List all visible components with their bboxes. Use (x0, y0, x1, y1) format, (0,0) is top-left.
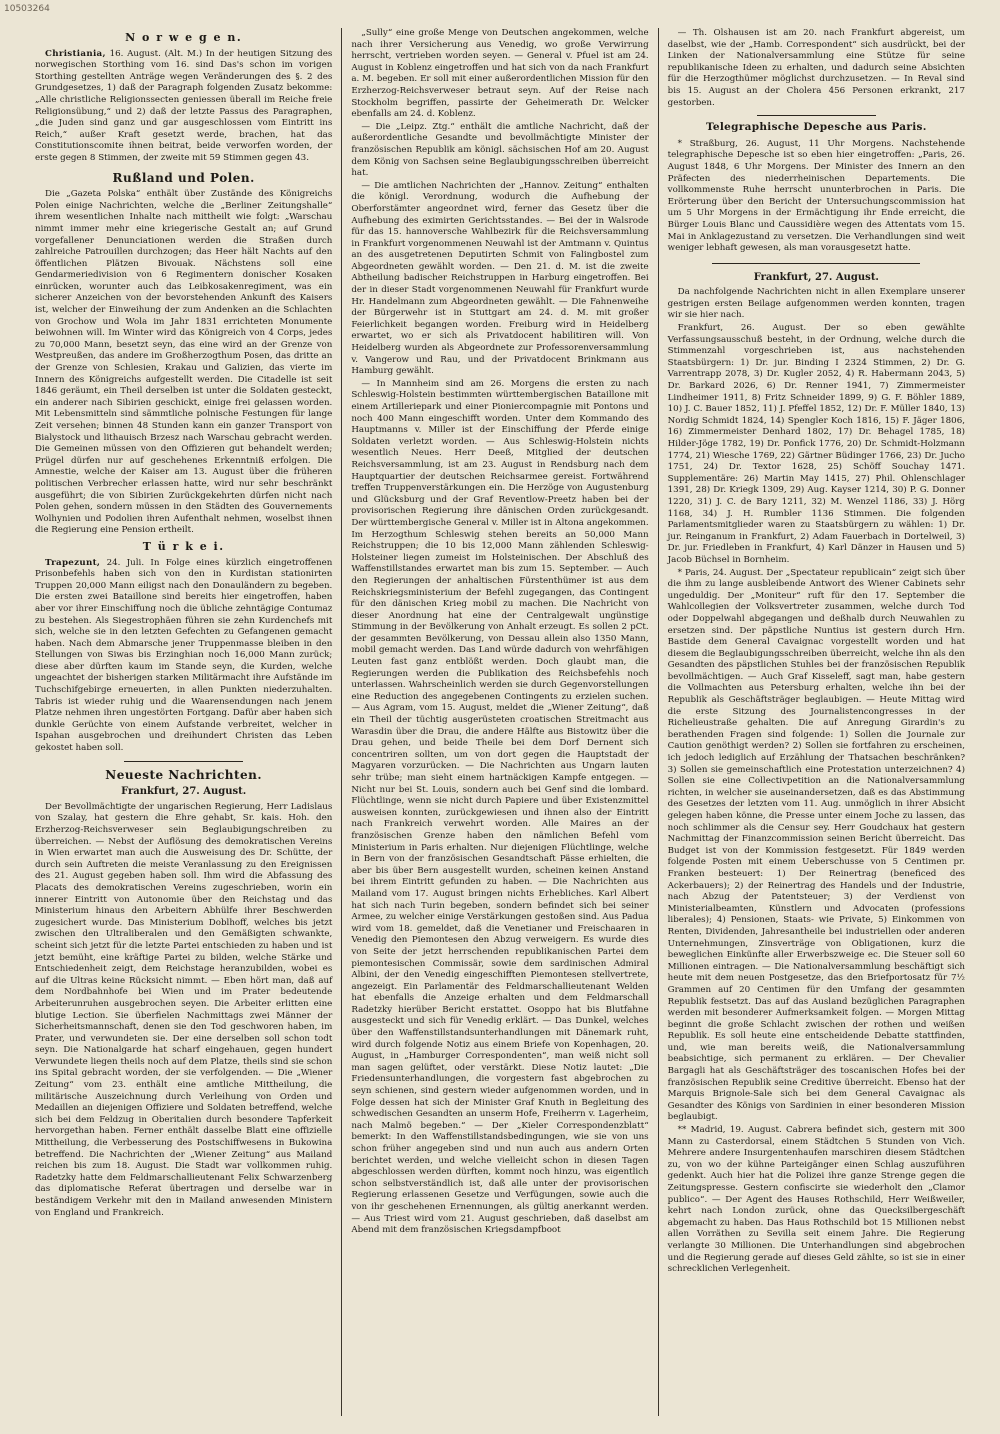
article-madrid: ** Madrid, 19. August. Cabrera befindet sich, gestern mit 300 Mann zu Casterdorsal, einem Städtchen 5 Stunden von Vich. Mehrere andere Insurgentenhaufen marschiren diesem Städtchen zu, von wo der kühne Parteigänger einen Schlag auszuführen gedenkt. Auch hier hat die Polizei ihre ganze Strenge gegen die Zeitungspresse. Gestern confiscirte sie wiederholt den „Clamor publico“. — Der Agent des Hauses Rothschild, Herr Weißweiler, kehrt nach London zurück, ohne das Quecksilbergeschäft abgemacht zu haben. Das Haus Rothschild bot 15 Millionen nebst allen Vorräthen zu Sevilla seit einem Jahre. Die Regierung verlangte 30 Millionen. Die Unterhandlungen sind abgebrochen und die Regierung gerade auf dieses Geld zählte, so ist sie in einer schrecklichen Verlegenheit. (667, 1125, 965, 1275)
subheading-frankfurt: Frankfurt, 27. August. (121, 786, 247, 798)
dateline-place: Christiania, (45, 48, 106, 59)
column-2 (341, 28, 657, 1416)
article-tuerkei (35, 558, 332, 755)
article-col2-3: — Die amtlichen Nachrichten der „Hannov. Zeitung“ enthalten die königl. Verordnung, wodurch die Aufhebung der Oberforstämter angeordnet wird, ferner das Gesetz über die Aufhebung des eximirten Gerichtsstandes. — Bei der in Walsrode für das 15. hannoversche Wahlbezirk für die Reichsversammlung in Frankfurt vorgenommenen Neuwahl ist der Amtmann v. Quintus an des ausgetretenen Deputirten Schmit von Falingbostel zum Abgeordneten gewählt worden. — Den 21. d. M. ist die zweite Abtheilung badischer Reichstruppen in Harburg eingetroffen. Bei der in dieser Stadt vorgenommenen Neuwahl für Frankfurt wurde Hr. Handelmann zum Abgeordneten gewählt. — Die Fahnenweihe der Bürgerwehr ist in Stuttgart am 24. d. M. mit großer Feierlichkeit begangen worden. Freiburg wird in Heidelberg erwartet, wo er sich als Privatdocent habilitiren will. Von Heidelberg wurden als Abgeordnete zur Professorenversammlung v. Vangerow und Rau, und der Privatdocent Brinkmann aus Hamburg gewählt. (351, 180, 649, 377)
divider (757, 115, 876, 116)
divider (712, 263, 920, 264)
columns (26, 28, 974, 1416)
article-text: In der heutigen Sitzung des norwegischen Storthing vom 16. sind Das's schon im vorigen Storthing gestellten Anträge wegen Veränderungen des §. 2 des Grundgesetzes, 1) daß der Paragraph folgenden Zusatz bekomme: „Alle christliche Religionssecten geniessen überall im Reiche freie Religionsübung,“ und 2) daß der letzte Passus des Paragraphen, „die Juden sind ganz und gar ausgeschlossen vom Eintritt ins Reich,“ außer Kraft gesetzt werde, brachen, hat das Constitutionscomite ihnen beitrat, beide verworfen worden, der erste gegen 8 Stimmen, der zweite mit 59 Stimmen gegen 43. (35, 48, 333, 163)
article-col2-4: — In Mannheim sind am 26. Morgens die ersten zu nach Schleswig-Holstein bestimmten württembergischen Bataillone mit einem Artilleriepark und einer Pioniercompagnie mit Pontons und noch 400 Mann eingeschifft worden. Unter dem Kommando des Hauptmanns v. Miller ist der Einschiffung der Pferde einige Soldaten verletzt worden. — Aus Schleswig-Holstein nichts wesentlich Neues. Herr Deeß, Mitglied der deutschen Reichsversammlung, ist am 23. August in Rendsburg nach dem Hauptquartier der deutschen Reichsarmee gereist. Fortwährend treffen Truppenverstärkungen ein. Die Herzöge von Augustenburg und Glücksburg und der Graf Reventlow-Preetz haben bei der provisorischen Regierung ihre dänischen Orden zurückgesandt. Der württembergische General v. Miller ist in Altona angekommen. Im Herzogthum Schleswig stehen bereits an 50,000 Mann Reichstruppen; die 10 bis 12,000 Mann zählenden Schleswig-Holsteiner liegen zumeist im Holsteinischen. Der Abschluß des Waffenstillstandes erwartet man bis zum 15. September. — Auch den Regierungen der anhaltischen Fürstenthümer ist aus dem Reichskriegsministerium der Befehl zugegangen, das Contingent für den dänischen Krieg mobil zu machen. Die Nachricht von dieser Anordnung hat eine der Centralgewalt ungünstige Stimmung in der Bevölkerung von Anhalt erzeugt. Es sollen 2 pCt. der gesammten Bevölkerung, von Dessau allein also 1350 Mann, mobil gemacht werden. Das Land würde dadurch von wehrfähigen Leuten fast ganz entblößt werden. Doch glaubt man, die Regierungen werden die Publikation des Reichsbefehls noch unterlassen. Wahrscheinlich werden sie durch Gegenvorstellungen eine Reduction des angegebenen Contingents zu erzielen suchen. — Aus Agram, vom 15. August, meldet die „Wiener Zeitung“, daß ein Theil der tüchtig ausgerüsteten croatischen Streitmacht aus Warasdin über die Drau, die andere Hälfte aus Bistowitz über die Drau gehen, und beide Theile bei dem Dorf Dernent sich concentriren sollten, um von dort gegen die Hauptstadt der Magyaren vorzurücken. — Die Nachrichten aus Ungarn lauten sehr trübe; man sieht einem hartnäckigen Kampfe entgegen. — Nicht nur bei St. Louis, sondern auch bei Genf sind die lombard. Flüchtlinge, wenn sie nicht durch Papiere und über Existenzmittel ausweisen konnten, zurückgewiesen und ihnen also der Eintritt nach Frankreich verwehrt worden. Alle Maires an der französischen Grenze haben den nämlichen Befehl vom Ministerium in Paris erhalten. Nur diejenigen Flüchtlinge, welche in Bern von der französischen Gesandtschaft Pässe erhielten, die aber bis über Bern ausgestellt wurden, scheinen keinen Anstand bei ihrem Eintritt gefunden zu haben. — Die Nachrichten aus Mailand vom 17. August bringen nichts Erhebliches. Karl Albert hat sich nach Turin begeben, sondern befindet sich bei seiner Armee, zu welcher einige Verstärkungen gestoßen sind. Aus Padua wird vom 18. gemeldet, daß die Venetianer und Freischaaren in Venedig den Piemontesen den Abzug verweigern. Es wurde dies von Seite der jetzt herrschenden republikanischen Partei dem piemontesischen Commissär, sowie dem sardinischen Admiral Albini, der den Venedig eingeschifften Piemontesen stellvertrete, angezeigt. Ein Parlamentär des Feldmarschallieutenant Welden hat ebenfalls die Anzeige erhalten und dem Feldmarschall Radetzky hierüber Bericht erstattet. Osoppo hat bis Blutfahne ausgesteckt und sich für Venedig erklärt. — Das Dunkel, welches über den Waffenstillstandsunterhandlungen mit Dänemark ruht, wird durch folgende Notiz aus einem Briefe von Kopenhagen, 20. August, in „Hamburger Correspondenten“, man weiß nicht soll man sagen gelüftet, oder verstärkt. Diese Notiz lautet: „Die Friedensunterhandlungen, die vorgestern fast abgebrochen zu seyn schienen, sind gestern wieder aufgenommen worden, und in Folge dessen hat sich der Minister Graf Knuth in Begleitung des schwedischen Gesandten an unserm Hofe, Freiherrn v. Lagerheim, nach Malmö begeben.“ — Der „Kieler Correspondenzblatt“ bemerkt: In den Waffenstillstandsbedingungen, wie sie von uns schon früher angegeben sind und nun auch aus andern Orten berichtet werden, und welche vielleicht schon in diesen Tagen abgeschlossen werden dürften, kommt noch hinzu, was eigentlich schon selbstverständlich ist, daß alle unter der provisorischen Regierung erlassenen Gesetze und Verfügungen, sowie auch die von ihr geschehenen Ernennungen, als gültig anerkannt werden. — Aus Triest wird vom 21. August geschrieben, daß daselbst am Abend mit dem französischen Kriegsdampfboot (351, 378, 649, 1236)
article-telegraph: * Straßburg, 26. August, 11 Uhr Morgens. Nachstehende telegraphische Depesche ist so eben hier eingetroffen: „Paris, 26. August 1848, 6 Uhr Morgens. Der Minister des Innern an den Präfecten des niederrheinischen Departements. Die vollkommenste Ruhe herrscht ununterbrochen in Paris. Die Erörterung über den Bericht der Untersuchungscommission hat um 5 Uhr Morgens in der Ermächtigung ihr Ende erreicht, die Bürger Louis Blanc und Caussidière wegen des Attentats vom 15. Mai in Anklagezustand zu versetzen. Die Verhandlungen sind weit weniger lebhaft gewesen, als man vorausgesetzt hatte. (667, 138, 965, 254)
article-col2-1: „Sully“ eine große Menge von Deutschen angekommen, welche nach ihrer Versicherung aus Venedig, wo große Verwirrung herrscht, vertrieben worden seyen. — General v. Pfuel ist am 24. August in Koblenz eingetroffen und hat sich von da nach Frankfurt a. M. begeben. Er soll mit einer außerordentlichen Mission für den Erzherzog-Reichsverweser betraut seyn. Auf der Reise nach Stockholm begriffen, passirte der Geheimerath Dr. Welcker ebenfalls am 24. d. Koblenz. (351, 28, 649, 120)
page-id: 10503264 (4, 4, 50, 14)
section-heading-tuerkei: T ü r k e i. (142, 539, 225, 553)
article-norwegen (35, 49, 332, 165)
divider (124, 761, 243, 762)
article-paris: * Paris, 24. August. Der „Spectateur republicain“ zeigt sich über die ihm zu lange ausbleibende Antwort des Wiener Cabinets sehr ungeduldig. Der „Moniteur“ ruft für den 17. September die Wahlcollegien der Volksvertreter zusammen, welche durch Tod oder Doppelwahl abgegangen und deßhalb durch Neuwahlen zu ersetzen sind. Der päpstliche Nuntius ist gestern durch Hrn. Bastide dem General Cavaignac vorgestellt worden und hat diesem die Beglaubigungsschreiben überreicht, welche ihn als den Gesandten des päpstlichen Stuhles bei der französischen Republik bevollmächtigen. — Auch Graf Kisseleff, sagt man, habe gestern die Vollmachten aus Petersburg erhalten, welche ihn bei der Republik als Geschäftsträger beglaubigen. — Heute Mittag wird die erste Sitzung des Journalistencongresses in der Richelieustraße gehalten. Die auf Anregung Girardin's zu berathenden Fragen sind folgende: 1) Sollen die Journale zur Caution genöthigt werden? 2) Sollen sie fortfahren zu erscheinen, ich jedoch lediglich auf Erzählung der Thatsachen beschränken? 3) Sollen sie gemeinschaftlich eine Protestation unterzeichnen? 4) Sollen sie eine Collectivpetition an die Nationalversammlung richten, in welcher sie auseinandersetzen, daß es das Abstimmung des Gesetzes der letzten vom 11. Aug. unmöglich in ihrer Absicht gelegen haben könne, die Presse unter einem Joche zu lassen, das noch schlimmer als die Censur sey. Herr Goudchaux hat gestern Nachmittag der Finanzcommission seinen Bericht überreicht. Das Budget ist von der Kommission festgesetzt. Für 1849 werden folgende Posten mit einem Ueberschusse von 5 Centimen pr. Franken besteuert: 1) Der Reinertrag (beneficed des Ackerbauers); 2) der Reinertrag des Handels und der Industrie, nach Abzug der Patentsteuer; 3) der Verdienst von Ministerialbeamten, Künstlern und Advocaten (professions liberales); 4) Pensionen, Staats- wie Private, 5) Einkommen von Renten, Dividenden, Jahresantheile bei industriellen oder anderen Unternehmungen, Zinsverträge von Obligationen, kurz die beweglichen Einkünfte aller Erwerbszweige ec. Die Steuer soll 60 Millionen eintragen. — Die Nationalversammlung beschäftigt sich heute mit dem neuen Postgesetze, das den Briefportosatz für 7½ Grammen auf 20 Centimen für den Umfang der gesammten Republik festsetzt. Das auf das Ausland bezüglichen Paragraphen werden mit besonderer Aufmerksamkeit folgen. — Morgen Mittag beginnt die große Schlacht zwischen der rothen und weißen Republik. Es soll heute eine entscheidende Debatte stattfinden, und, wie man bereits weiß, die Nationalversammlung beabsichtige, sich permanent zu erklären. — Der Chevalier Bargagli hat als Geschäftsträger des toscanischen Hofes bei der französischen Republik seine Creditive überreicht. Ebenso hat der Marquis Brignole-Sale sich bei dem General Cavaignac als Gesandter des Königs von Sardinien in einer besonderen Mission beglaubigt. (667, 567, 965, 1123)
column-3 (658, 28, 974, 1416)
article-text: In Folge eines kürzlich eingetroffenen Prisonbefehls haben sich von den in Kurdistan stationirten Truppen 20,000 Mann eiligst nach den Donauländern zu begeben. Die ersten zwei Bataillone sind bereits hier eingetroffen, haben aber vor ihrer Einschiffung noch die übliche zehntägige Contumaz zu bestehen. Als Siegestrophäen führen sie zehn Kurdenchefs mit sich, welche sie in den letzten Gefechten zu Gefangenen gemacht haben. Nach dem Abmarsche jener Truppenmasse bleiben in den Stellungen von Siwas bis Erzinghian noch 16,000 Mann zurück; diese aber dürften kaum im Stande seyn, die Kurden, welche ungeachtet der bisherigen starken Militärmacht ihre Aufstände im Tuchschifgebirge erneuerten, in allen Punkten niederzuhalten. Tabris ist wieder ruhig und die Waarensendungen nach jenem Platze nehmen ihren ungestörten Fortgang. Dafür aber haben sich dunkle Gerüchte von einem Aufstande verbreitet, welcher in Ispahan ausgebrochen und dreihundert Christen das Leben gekostet haben soll. (35, 557, 333, 754)
subheading-frankfurt: Frankfurt, 27. August. (753, 271, 879, 283)
section-heading-neueste: Neueste Nachrichten. (105, 767, 263, 782)
article-col2-2: — Die „Leipz. Ztg.“ enthält die amtliche Nachricht, daß der außerordentliche Gesandte und bevollmächtigte Minister der französischen Republik am königl. sächsischen Hof am 20. August dem König von Sachsen seine Beglaubigungsschreiben überreicht hat. (351, 121, 649, 179)
article-frankfurt: Frankfurt, 26. August. Der so eben gewählte Verfassungsausschuß besteht, in der Ordnung, welche durch die Stimmenzahl vorgeschrieben ist, aus nachstehenden Staatsbürgern: 1) Dr. jur. Binding I 2324 Stimmen, 2) Dr. G. Varrentrapp 2078, 3) Dr. Kugler 2052, 4) R. Habermann 2043, 5) Dr. Barkard 2026, 6) Dr. Renner 1941, 7) Zimmermeister Lindheimer 1911, 8) Fritz Schneider 1899, 9) G. F. Böhler 1889, 10) J. C. Bauer 1852, 11) J. Pfeffel 1852, 12) Dr. F. Müller 1840, 13) Nordig Schmidt 1824, 14) Spengler Koch 1816, 15) F. Jäger 1806, 16) Zimmermeister Denhard 1802, 17) Dr. Behagel 1785, 18) Hilder-Jöge 1782, 19) Dr. Ponfick 1776, 20) Dr. Schmidt-Holzmann 1774, 21) Wiesche 1769, 22) Gärtner Büdinger 1766, 23) Dr. Jucho 1751, 24) Dr. Textor 1628, 25) Schöff Souchay 1471. Supplementäre: 26) Martin May 1415, 27) Phil. Ohlenschlager 1391, 28) Dr. Kriegk 1309, 29) Aug. Kayser 1214, 30) P. G. Donner 1220, 31) J. C. de Bary 1211, 32) M. Wenzel 1186, 33) J. Hörg 1168, 34) J. H. Rumbler 1136 Stimmen. Die folgenden Parlamentsmitglieder waren zu Staatsbürgern zu wählen: 1) Dr. jur. Reinganum in Frankfurt, 2) Adam Fauerbach in Dortelweil, 3) Dr. jur. Friedleben in Frankfurt, 4) Karl Dänzer in Hausen und 5) Jacob Büchsel in Bornheim. (667, 323, 965, 565)
article-col3-1: — Th. Olshausen ist am 20. nach Frankfurt abgereist, um daselbst, wie der „Hamb. Correspondent“ sich ausdrückt, bei der Linken der Nationalversammlung eine Stütze für seine republikanische Ideen zu erhalten, und dadurch seine Absichten für die Herzogthümer möglichst durchzusetzen. — In Reval sind bis 15. August an der Cholera 456 Personen erkrankt, 217 gestorben. (667, 28, 965, 108)
article-neueste: Der Bevollmächtigte der ungarischen Regierung, Herr Ladislaus von Szalay, hat gestern die Ehre gehabt, Sr. kais. Hoh. den Erzherzog-Reichsverweser sein Beglaubigungschreiben zu überreichen. — Nebst der Auflösung des demokratischen Vereins in Wien erwartet man auch die Ausweisung des Dr. Schütte, der durch sein Auftreten die meiste Veranlassung zu den Ereignissen des 21. August gegeben haben soll. Ihm wird die Abfassung des Placats des demokratischen Vereins zugeschrieben, worin ein innerer Eintritt von Autonomie über den Reichstag und das Ministerium hinaus den Arbeitern Abhülfe ihrer Beschwerden zugesichert wurde. Das Ministerium Doblhoff, welches bis jetzt zwischen den Ultraliberalen und den Gemäßigten schwankte, scheint sich jetzt für die letzte Partei entschieden zu haben und ist jetzt bemüht, eine kräftige Partei zu bilden, welche Stärke und Entschiedenheit zeigt, dem Reichstage heranzubilden, wobei es auf die Ultras keine Rücksicht nimmt. — Eben hört man, daß auf dem Nordbahnhofe bei Wien und im Prater bedeutende Arbeiterunruhen ausgebrochen seyen. Die Arbeiter erlitten eine blutige Lection. Sie überfielen Nachmittags zwei Männer der Sicherheitsmannschaft, denen sie den Tod geschworen haben, im Prater, und verwundeten sie. Der eine derselben soll schon todt seyn. Die Nationalgarde hat scharf eingehauen, gegen hundert Verwundete liegen theils noch auf dem Platze, theils sind sie schon ins Spital gebracht worden, der sie verfolgenden. — Die „Wiener Zeitung“ vom 23. enthält eine amtliche Mittheilung, die militärische Auszeichnung durch Verleihung von Orden und Medaillen an diejenigen Offiziere und Soldaten betreffend, welche sich bei dem Feldzug in Oberitalien durch besondere Tapferkeit hervorgethan haben. Ferner enthält dasselbe Blatt eine offizielle Mittheilung, die Verbesserung des Postschiffwesens in Bukowina betreffend. Die Nachrichten der „Wiener Zeitung“ aus Mailand reichen bis zum 18. August. Die Stadt war vollkommen ruhig. Radetzky hatte dem Feldmarschallieutenant Felix Schwarzenberg das diplomatische Referat übertragen und derselbe war in beständigem Verkehr mit den in Mailand anwesenden Ministern von England und Frankreich. (35, 801, 333, 1218)
section-heading-norwegen: N o r w e g e n. (125, 31, 243, 44)
section-heading-russland: Rußland und Polen. (112, 170, 255, 185)
dateline-date: 24. Juli. (106, 557, 145, 568)
article-frankfurt-intro: Da nachfolgende Nachrichten nicht in allen Exemplare unserer gestrigen ersten Beilage aufgenommen werden konnten, tragen wir sie hier nach. (667, 287, 965, 321)
section-heading-telegraph: Telegraphische Depesche aus Paris. (705, 121, 927, 134)
article-russland: Die „Gazeta Polska“ enthält über Zustände des Königreichs Polen einige Nachrichten, welche die „Berliner Zeitungshalle“ ihrem wesentlichen Inhalte nach mittheilt wie folgt: „Warschau nimmt immer mehr eine kriegerische Gestalt an; auf Grund vorgefallener Denunciationen werden die Straßen durch zahlreiche Patrouillen durchzogen; das Heer hält Nachts auf den öffentlichen Plätzen Bivouak. Nächstens soll eine Gendarmeriedivision von 6 Regimentern donischer Kosaken einrücken, worunter auch das Leibkosakenregiment, was ein sicherer Anzeichen von der bevorstehenden Ankunft des Kaisers ist, welcher der Einweihung der zum Andenken an die Schlachten von Grochow und Wola im Jahr 1831 errichteten Monumente beiwohnen will. Im Winter wird das Königreich von 4 Corps, jedes zu 70,000 Mann, besetzt seyn, das eine wird an der Grenze von Westpreußen, das andere im Großherzogthum Posen, das dritte an der Grenze von Schlesien, Krakau und Galizien, das vierte im Innern des Königreichs aufgestellt werden. Die Citadelle ist seit 1846 geräumt, ein Theil derselben ist unter die Soldaten gesteckt, ein anderer nach Sibirien geschickt, einige frei gelassen worden. Mit Lebensmitteln sind sämmtliche polnische Festungen für lange Zeit versehen; binnen 48 Stunden kann ein ganzer Transport von Bialystock und lithauisch Brzesz nach Warschau gebracht werden. Die Gemeinen müssen von den Offizieren gut behandelt werden; Prügel dürfen nur auf geschehenes Erkenntniß erfolgen. Die Amnestie, welche der Kaiser am 13. August über die früheren politischen Verbrecher erlassen hatte, wird nur sehr beschränkt ausgeführt; die von Sibirien Zurückgekehrten dürfen nicht nach Polen gehen, sondern müssen in den Städten des Gouvernements Wolhynien und Podolien ihren Aufenthalt nehmen, woselbst ihnen die Regierung eine Pension ertheilt. (35, 189, 333, 536)
dateline-place: Trapezunt, (45, 557, 101, 568)
column-1 (26, 28, 341, 1416)
dateline-date: 16. August. (Alt. M.) (109, 48, 203, 59)
